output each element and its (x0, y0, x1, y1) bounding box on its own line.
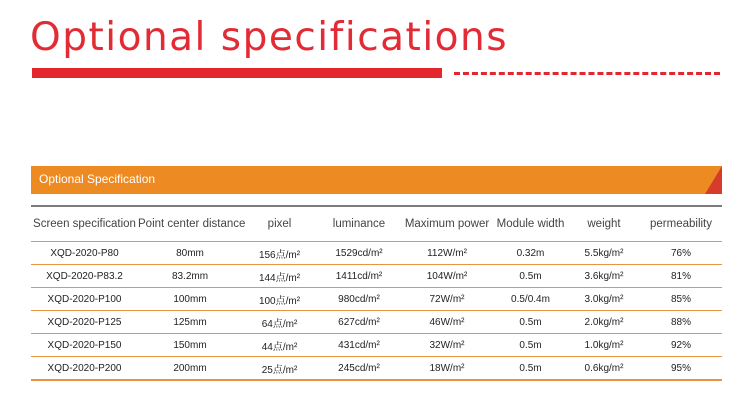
cell-permeability: 81% (640, 265, 722, 288)
table-header-row (31, 206, 722, 242)
cell-luminance: 627cd/m² (317, 311, 401, 334)
cell-screen-specification: XQD-2020-P125 (31, 311, 138, 334)
table-row (31, 265, 722, 288)
header-maximum-power: Maximum power (401, 206, 493, 242)
cell-module-width: 0.5/0.4m (493, 288, 568, 311)
header-pixel: pixel (242, 206, 317, 242)
header-weight: weight (568, 206, 640, 242)
cell-weight: 3.6kg/m² (568, 265, 640, 288)
cell-maximum-power: 104W/m² (401, 265, 493, 288)
cell-permeability: 76% (640, 242, 722, 265)
spec-table (31, 205, 722, 381)
cell-module-width: 0.32m (493, 242, 568, 265)
cell-screen-specification: XQD-2020-P200 (47, 362, 122, 374)
table-row (31, 311, 722, 334)
cell-weight: 5.5kg/m² (568, 242, 640, 265)
cell-luminance: 980cd/m² (317, 288, 401, 311)
cell-point-center-distance: 100mm (138, 288, 242, 311)
page-title: Optional specifications (30, 15, 509, 60)
cell-pixel: 44点/m² (242, 334, 317, 357)
header-luminance: luminance (317, 206, 401, 242)
cell-screen-specification: XQD-2020-P83.2 (31, 265, 138, 288)
cell-point-center-distance: 200mm (173, 362, 207, 374)
cell-luminance: 1411cd/m² (317, 265, 401, 288)
section-corner-triangle (705, 166, 722, 194)
cell-point-center-distance: 125mm (138, 311, 242, 334)
header-permeability: permeability (640, 206, 722, 242)
cell-screen-specification: XQD-2020-P100 (31, 288, 138, 311)
cell-maximum-power: 18W/m² (429, 362, 465, 374)
cell-luminance: 245cd/m² (338, 362, 380, 374)
cell-screen-specification: XQD-2020-P80 (31, 242, 138, 265)
cell-pixel: 156点/m² (242, 242, 317, 265)
cell-maximum-power: 112W/m² (401, 242, 493, 265)
cell-module-width: 0.5m (493, 311, 568, 334)
cell-permeability: 85% (640, 288, 722, 311)
cell-permeability: 95% (670, 362, 691, 374)
header-point-center-distance: Point center distance (138, 206, 242, 242)
header-screen-specification: Screen specification (31, 206, 138, 242)
cell-weight: 2.0kg/m² (568, 311, 640, 334)
header-module-width: Module width (493, 206, 568, 242)
title-underline-bar (32, 68, 442, 78)
table-row (31, 334, 722, 357)
cell-weight: 1.0kg/m² (568, 334, 640, 357)
cell-pixel: 144点/m² (242, 265, 317, 288)
cell-luminance: 1529cd/m² (317, 242, 401, 265)
cell-screen-specification: XQD-2020-P150 (31, 334, 138, 357)
section-header-label: Optional Specification (39, 172, 156, 186)
cell-maximum-power: 32W/m² (401, 334, 493, 357)
cell-maximum-power: 72W/m² (401, 288, 493, 311)
cell-point-center-distance: 150mm (138, 334, 242, 357)
cell-maximum-power: 46W/m² (401, 311, 493, 334)
cell-point-center-distance: 80mm (138, 242, 242, 265)
cell-pixel: 25点/m² (261, 364, 298, 376)
table-row (31, 288, 722, 311)
table-row (31, 357, 722, 381)
cell-permeability: 92% (640, 334, 722, 357)
cell-luminance: 431cd/m² (317, 334, 401, 357)
cell-point-center-distance: 83.2mm (138, 265, 242, 288)
table-row (31, 242, 722, 265)
cell-pixel: 64点/m² (242, 311, 317, 334)
title-dashed-line (454, 72, 720, 75)
cell-weight: 0.6kg/m² (584, 362, 624, 374)
cell-pixel: 100点/m² (242, 288, 317, 311)
cell-module-width: 0.5m (493, 334, 568, 357)
cell-weight: 3.0kg/m² (568, 288, 640, 311)
cell-module-width: 0.5m (493, 265, 568, 288)
section-header-band (31, 166, 722, 194)
cell-permeability: 88% (640, 311, 722, 334)
cell-module-width: 0.5m (519, 362, 542, 374)
